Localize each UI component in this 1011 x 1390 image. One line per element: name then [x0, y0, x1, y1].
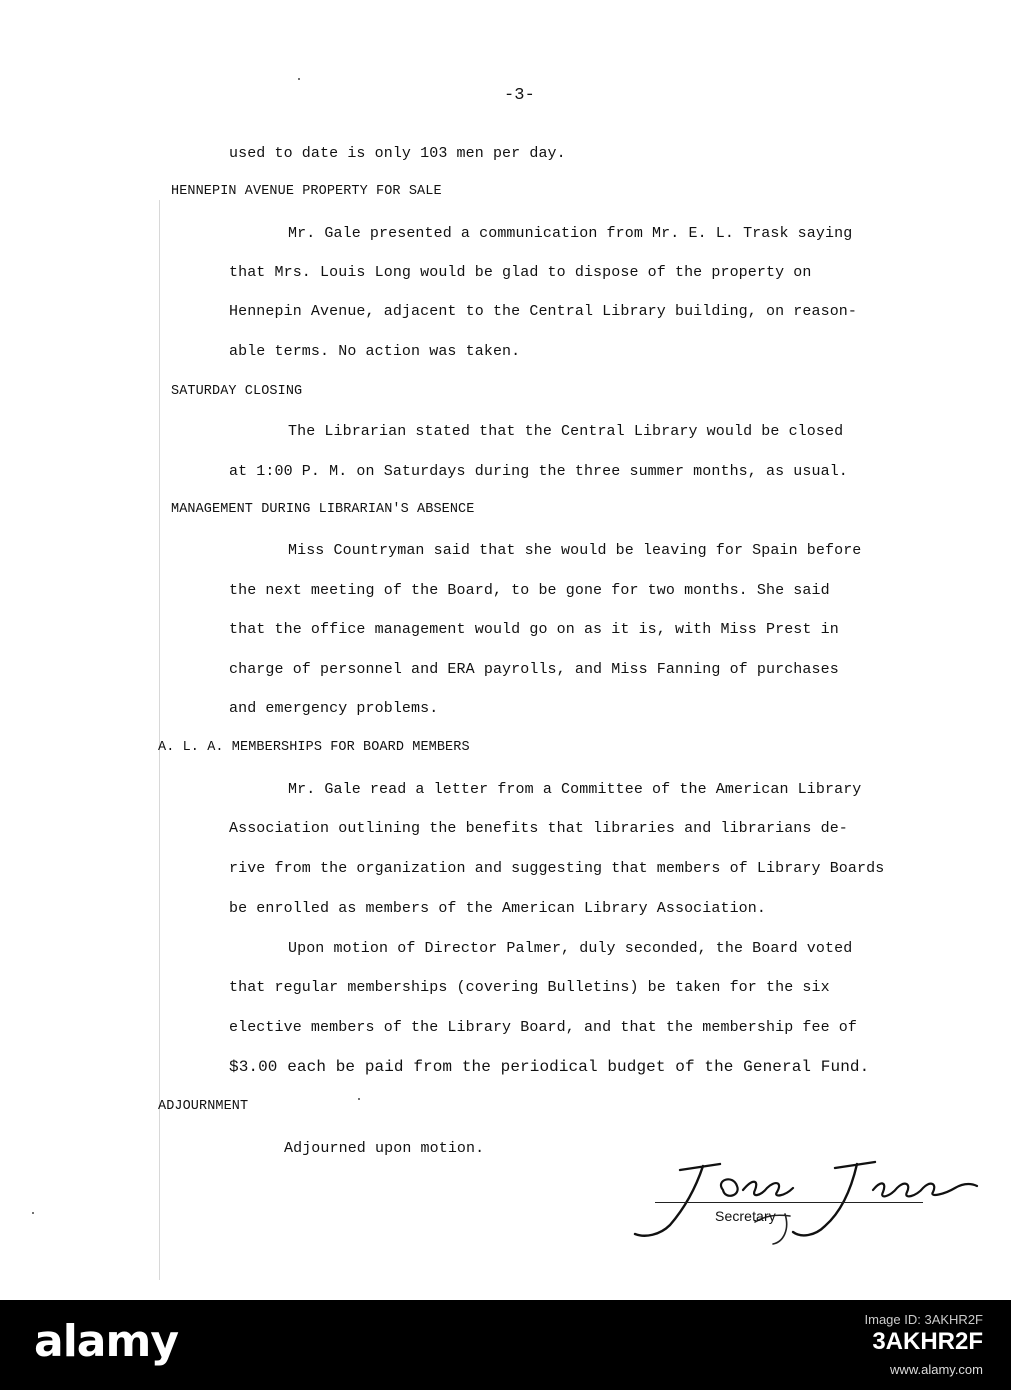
body-line: charge of personnel and ERA payrolls, and Miss Fanning of purchases [229, 661, 839, 678]
handwritten-signature [625, 1150, 985, 1245]
body-line: that Mrs. Louis Long would be glad to dispose of the property on [229, 264, 812, 281]
section-heading: HENNEPIN AVENUE PROPERTY FOR SALE [171, 184, 442, 199]
image-id: 3AKHR2F [872, 1328, 983, 1355]
ink-speck [32, 1212, 34, 1214]
alamy-logo: alamy [34, 1316, 178, 1367]
body-line: that regular memberships (covering Bulletins) be taken for the six [229, 979, 830, 996]
section-heading: A. L. A. MEMBERSHIPS FOR BOARD MEMBERS [158, 740, 470, 755]
body-line: that the office management would go on as it is, with Miss Prest in [229, 621, 839, 638]
signature-title: Secretary [715, 1208, 776, 1224]
ink-speck [358, 1098, 360, 1100]
ink-speck [298, 78, 300, 80]
section-heading: MANAGEMENT DURING LIBRARIAN'S ABSENCE [171, 502, 475, 517]
body-line: Mr. Gale read a letter from a Committee of the American Library [288, 781, 862, 798]
body-line: used to date is only 103 men per day. [229, 145, 566, 162]
body-line: be enrolled as members of the American Library Association. [229, 900, 766, 917]
body-line: Hennepin Avenue, adjacent to the Central Library building, on reason- [229, 303, 858, 320]
body-line: Adjourned upon motion. [284, 1140, 485, 1157]
body-line: The Librarian stated that the Central Library would be closed [288, 423, 844, 440]
body-line: elective members of the Library Board, and that the membership fee of [229, 1019, 858, 1036]
body-line: rive from the organization and suggesting that members of Library Boards [229, 860, 885, 877]
body-line: the next meeting of the Board, to be gone for two months. She said [229, 582, 830, 599]
body-line: able terms. No action was taken. [229, 343, 521, 360]
section-heading: SATURDAY CLOSING [171, 384, 303, 399]
body-line: $3.00 each be paid from the periodical budget of the General Fund. [229, 1058, 870, 1076]
page-number: -3- [504, 86, 535, 105]
section-heading: ADJOURNMENT [158, 1099, 249, 1114]
image-id-label: Image ID: 3AKHR2F [864, 1312, 983, 1327]
body-line: and emergency problems. [229, 700, 439, 717]
body-line: Upon motion of Director Palmer, duly seconded, the Board voted [288, 940, 853, 957]
body-line: Miss Countryman said that she would be leaving for Spain before [288, 542, 862, 559]
signature-line [655, 1202, 923, 1203]
body-line: Mr. Gale presented a communication from Mr. E. L. Trask saying [288, 225, 853, 242]
site-url: www.alamy.com [890, 1362, 983, 1377]
body-line: Association outlining the benefits that libraries and librarians de- [229, 820, 848, 837]
body-line: at 1:00 P. M. on Saturdays during the three summer months, as usual. [229, 463, 848, 480]
watermark-banner [0, 1300, 1011, 1390]
